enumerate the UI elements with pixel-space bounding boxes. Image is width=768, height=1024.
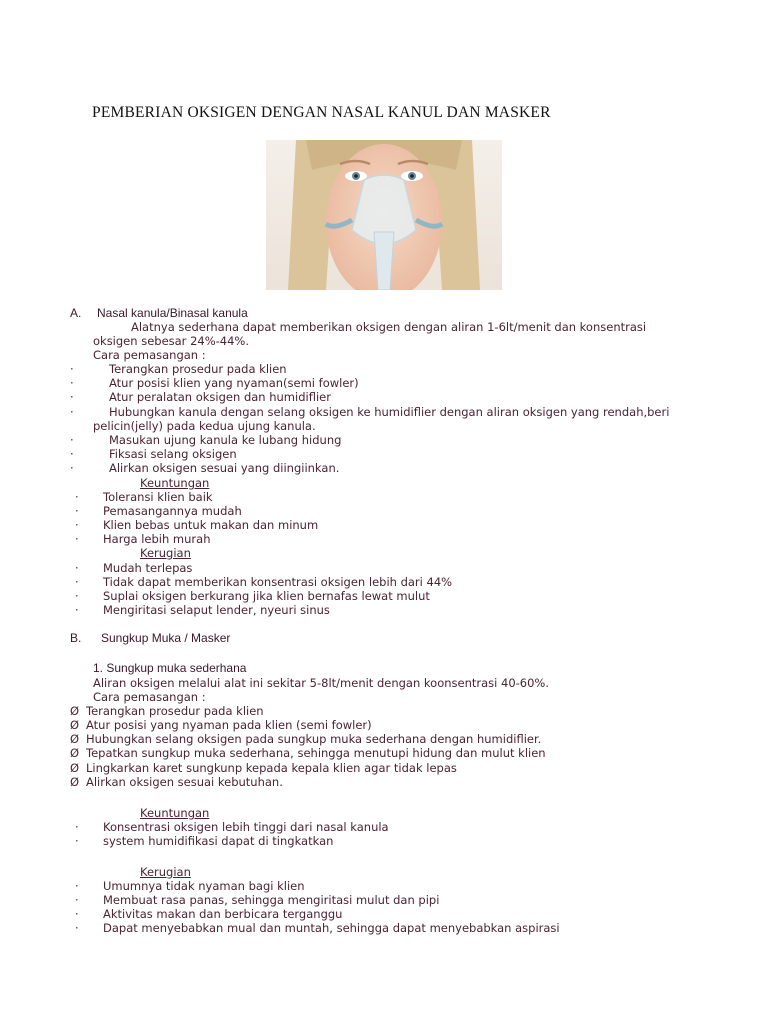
section-a-desc-line: Alatnya sederhana dapat memberikan oksigen dengan aliran 1-6lt/menit dan konsentrasi [131,320,647,334]
step-item: Terangkan prosedur pada klien [109,362,287,376]
bullet: · [75,907,79,921]
step-item: Alirkan oksigen sesuai yang diingiinkan. [109,461,340,475]
keuntungan-label: Keuntungan [140,806,210,820]
bullet: · [70,433,74,447]
bullet: · [75,879,79,893]
step-item: Atur posisi klien yang nyaman(semi fowler) [109,376,359,390]
bullet: · [70,461,74,475]
list-item: Tidak dapat memberikan konsentrasi oksigen lebih dari 44% [103,575,453,589]
bullet: · [75,921,79,935]
section-b-letter: B. [70,631,82,645]
arrow-marker-icon: Ø [70,775,80,789]
list-item: Umumnya tidak nyaman bagi klien [103,879,305,893]
bullet: · [70,390,74,404]
bullet: · [70,362,74,376]
step-item: Fiksasi selang oksigen [109,447,237,461]
document-title: PEMBERIAN OKSIGEN DENGAN NASAL KANUL DAN MASKER [92,104,551,121]
subsection-heading: 1. Sungkup muka sederhana [93,661,247,675]
bullet: · [75,518,79,532]
list-item: Mengiritasi selaput lender, nyeuri sinus [103,603,330,617]
section-b-cara-label: Cara pemasangan : [93,690,206,704]
step-item: Masukan ujung kanula ke lubang hidung [109,433,342,447]
section-b-desc: Aliran oksigen melalui alat ini sekitar 5-8lt/menit dengan koonsentrasi 40-60%. [93,676,550,690]
section-b-heading: Sungkup Muka / Masker [101,631,231,645]
step-item-continued: pelicin(jelly) pada kedua ujung kanula. [93,419,316,433]
arrow-marker-icon: Ø [70,718,80,732]
section-a-desc-line: oksigen sebesar 24%-44%. [93,334,249,348]
bullet: · [75,603,79,617]
step-item: Atur posisi yang nyaman pada klien (semi fowler) [86,718,372,732]
kerugian-label: Kerugian [140,865,191,879]
step-item: Hubungkan kanula dengan selang oksigen ke humidiflier dengan aliran oksigen yang rendah,beri [109,405,670,419]
section-a-cara-label: Cara pemasangan : [93,348,206,362]
list-item: Membuat rasa panas, sehingga mengiritasi mulut dan pipi [103,893,440,907]
list-item: Dapat menyebabkan mual dan muntah, sehingga dapat menyebabkan aspirasi [103,921,560,935]
list-item: Konsentrasi oksigen lebih tinggi dari nasal kanula [103,820,389,834]
bullet: · [75,893,79,907]
step-item: Tepatkan sungkup muka sederhana, sehingga menutupi hidung dan mulut klien [86,746,546,760]
section-a-letter: A. [70,306,82,320]
bullet: · [75,575,79,589]
bullet: · [70,405,74,419]
woman-with-oxygen-mask-photo [266,140,502,290]
section-a-heading: Nasal kanula/Binasal kanula [97,306,248,320]
step-item: Terangkan prosedur pada klien [86,704,264,718]
arrow-marker-icon: Ø [70,761,80,775]
bullet: · [75,589,79,603]
list-item: Pemasangannya mudah [103,504,242,518]
list-item: Toleransi klien baik [103,490,213,504]
step-item: Atur peralatan oksigen dan humidiflier [109,390,331,404]
kerugian-label: Kerugian [140,546,191,560]
keuntungan-label: Keuntungan [140,476,210,490]
list-item: Mudah terlepas [103,561,193,575]
bullet: · [70,447,74,461]
bullet: · [75,834,79,848]
arrow-marker-icon: Ø [70,746,80,760]
list-item: Harga lebih murah [103,532,211,546]
bullet: · [75,504,79,518]
bullet: · [75,561,79,575]
list-item: system humidifikasi dapat di tingkatkan [103,834,334,848]
bullet: · [70,376,74,390]
step-item: Hubungkan selang oksigen pada sungkup muka sederhana dengan humidiflier. [86,732,542,746]
list-item: Aktivitas makan dan berbicara terganggu [103,907,343,921]
list-item: Suplai oksigen berkurang jika klien bernafas lewat mulut [103,589,430,603]
step-item: Lingkarkan karet sungkunp kepada kepala klien agar tidak lepas [86,761,457,775]
step-item: Alirkan oksigen sesuai kebutuhan. [86,775,283,789]
bullet: · [75,532,79,546]
bullet: · [75,820,79,834]
list-item: Klien bebas untuk makan dan minum [103,518,319,532]
arrow-marker-icon: Ø [70,704,80,718]
bullet: · [75,490,79,504]
arrow-marker-icon: Ø [70,732,80,746]
